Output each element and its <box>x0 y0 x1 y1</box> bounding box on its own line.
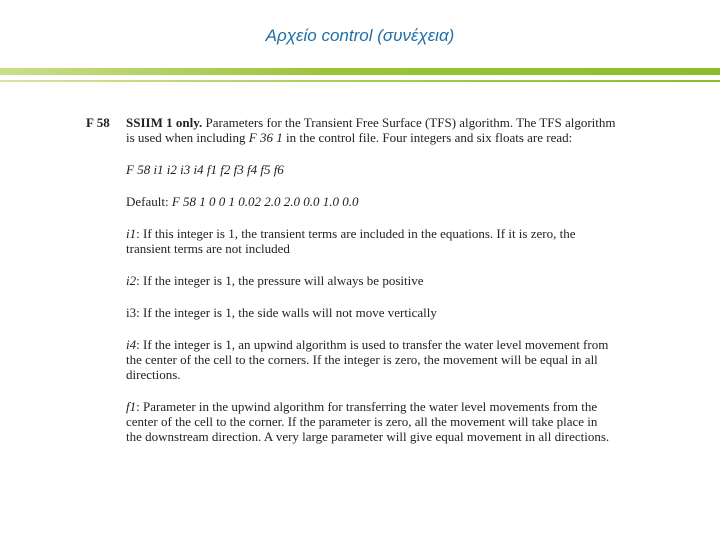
intro-paragraph <box>126 115 616 145</box>
header-divider-line <box>0 80 720 82</box>
param-text: : If this integer is 1, the transient terms are included in the equations. If it is zero, the transient terms are not included <box>126 226 576 256</box>
param-name: i4 <box>126 337 137 352</box>
default-line <box>126 194 616 209</box>
intro-text-b: in the control file. Four integers and six floats are read: <box>282 130 573 145</box>
param-f1 <box>126 399 616 444</box>
param-name: i1 <box>126 226 137 241</box>
entry-row <box>86 115 626 461</box>
header-divider-bar <box>0 68 720 75</box>
param-text: : Parameter in the upwind algorithm for transferring the water level movements from the center of the cell to the corner. If the parameter is zero, all the movement will take place in the downstream direction. A very large parameter will give equal movement in all directions. <box>126 399 610 444</box>
param-text: : If the integer is 1, the pressure will always be positive <box>136 273 424 288</box>
intro-ref: F 36 1 <box>248 130 283 145</box>
param-i2 <box>126 273 616 288</box>
param-i1 <box>126 226 616 256</box>
document-body <box>86 115 626 461</box>
entry-body <box>126 115 616 461</box>
intro-lead: SSIIM 1 only. <box>126 115 203 130</box>
default-label: Default: <box>126 194 172 209</box>
intro-text-a: Parameters for the Transient Free Surface (TFS) algorithm. The TFS algorithm is used when including <box>126 115 616 145</box>
param-text: : If the integer is 1, the side walls will not move vertically <box>136 305 437 320</box>
param-name: i3 <box>126 305 137 320</box>
slide-title: Αρχείο control (συνέχεια) <box>265 26 455 45</box>
entry-code: F 58 <box>86 115 110 130</box>
default-value: F 58 1 0 0 1 0.02 2.0 2.0 0.0 1.0 0.0 <box>171 194 359 209</box>
param-i4 <box>126 337 616 382</box>
param-name: f1 <box>126 399 137 414</box>
param-i3 <box>126 305 616 320</box>
syntax-line: F 58 i1 i2 i3 i4 f1 f2 f3 f4 f5 f6 <box>126 162 284 177</box>
param-text: : If the integer is 1, an upwind algorithm is used to transfer the water level movement from the center of the cell to the corners. If the integer is zero, the movement will be equal in all directions. <box>126 337 609 382</box>
param-name: i2 <box>126 273 137 288</box>
